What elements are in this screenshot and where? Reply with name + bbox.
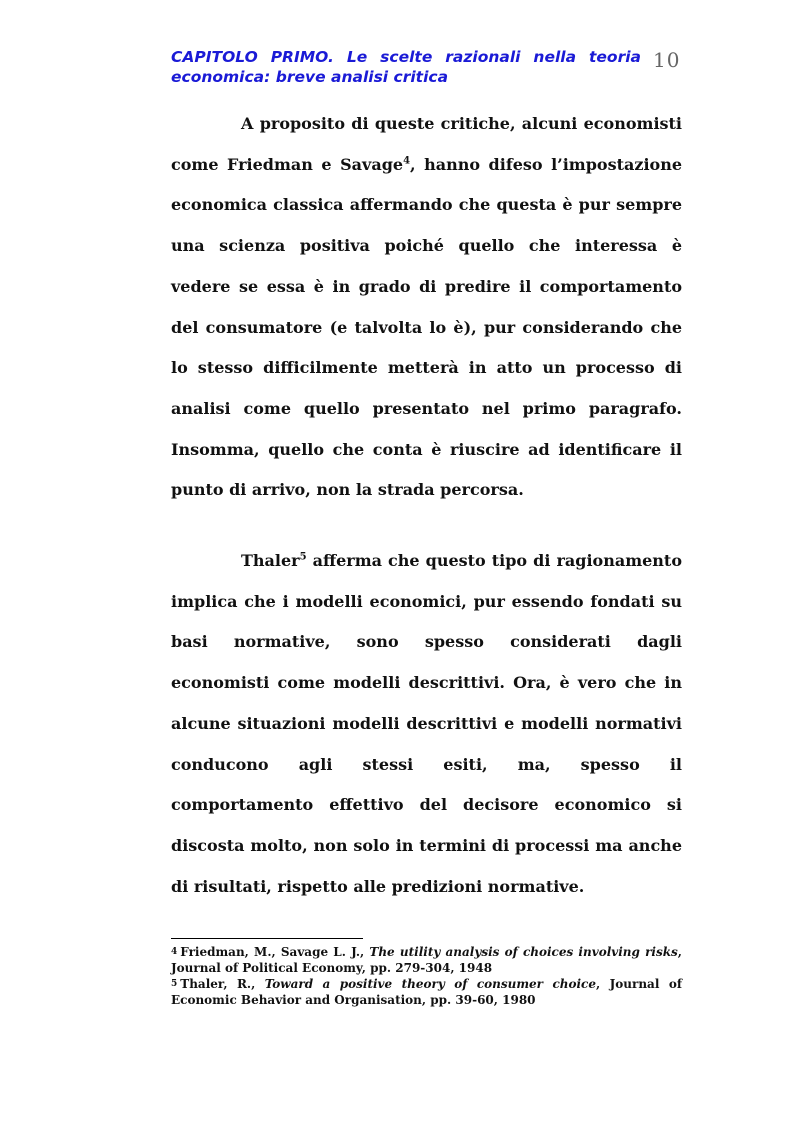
- footnote-separator: [171, 938, 363, 939]
- paragraph-1-text-a: A proposito di queste critiche, alcuni economisti come Friedman e Savage: [171, 114, 682, 174]
- paragraph-1: [171, 104, 682, 511]
- footnote-title: Toward a positive theory of consumer choice: [264, 977, 596, 991]
- footnotes: [171, 944, 682, 1008]
- footnote-number: 4: [171, 947, 178, 957]
- footnote-authors: Thaler, R.,: [180, 977, 265, 991]
- footnote-ref-4[interactable]: 4: [403, 155, 411, 167]
- footnote-5: [171, 976, 682, 1008]
- paragraph-2-text-a: Thaler: [241, 551, 300, 570]
- footnote-4: [171, 944, 682, 976]
- paragraph-2: [171, 541, 682, 907]
- paragraph-1-text-b: , hanno difeso l’impostazione economica classica affermando che questa è pur sempre una scienza positiva poiché quello che interessa è vedere se essa è in grado di predire il comportamento del consumatore (e talvolta lo è), pur considerando che lo stesso difficilmente metterà in atto un processo di analisi come quello presentato nel primo paragrafo. Insomma, quello che conta è riuscire ad identificare il punto di arrivo, non la strada percorsa.: [171, 154, 682, 500]
- footnote-source: , Journal of Economic Behavior and Organisation, pp. 39-60, 1980: [171, 977, 682, 1007]
- footnote-authors: Friedman, M., Savage L. J.,: [180, 945, 370, 959]
- footnote-title: The utility analysis of choices involving risks: [369, 945, 678, 959]
- footnote-number: 5: [171, 979, 178, 989]
- footnote-ref-5[interactable]: 5: [299, 551, 307, 563]
- paragraph-2-text-b: afferma che questo tipo di ragionamento implica che i modelli economici, pur essendo fondati su basi normative, sono spesso considerati dagli economisti come modelli descrittivi. Ora, è vero che in alcune situazioni modelli descrittivi e modelli normativi conducono agli stessi esiti, ma, spesso il comportamento effettivo del decisore economico si discosta molto, non solo in termini di processi ma anche di risultati, rispetto alle predizioni normative.: [171, 551, 682, 896]
- chapter-header: CAPITOLO PRIMO. Le scelte razionali nella teoria economica: breve analisi critica: [171, 48, 641, 86]
- footnote-source: , Journal of Political Economy, pp. 279-304, 1948: [171, 945, 682, 975]
- page-number: 10: [653, 48, 681, 72]
